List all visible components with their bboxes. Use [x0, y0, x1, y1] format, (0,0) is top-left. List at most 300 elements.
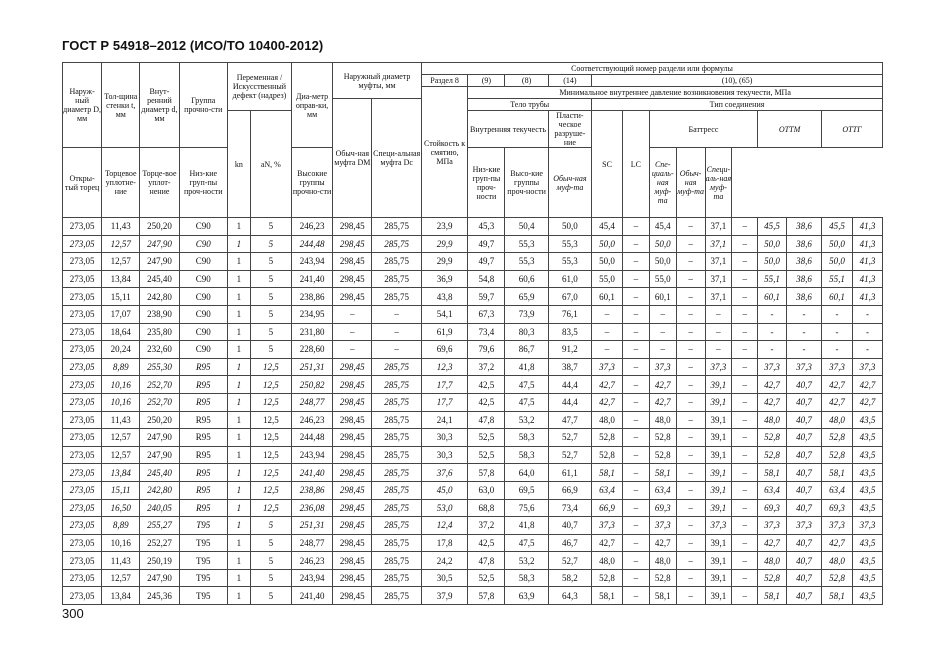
table-cell: –: [623, 481, 650, 499]
table-cell: 1: [228, 534, 251, 552]
table-cell: –: [676, 464, 705, 482]
table-cell: 42,7: [649, 534, 676, 552]
table-cell: 40,7: [786, 569, 821, 587]
table-cell: 42,7: [758, 376, 787, 394]
table-cell: 12,57: [102, 429, 140, 447]
table-cell: 48,0: [822, 552, 853, 570]
table-cell: 55,0: [649, 270, 676, 288]
table-cell: T95: [179, 569, 227, 587]
table-cell: –: [623, 464, 650, 482]
table-cell: 1: [228, 218, 251, 236]
header-buttress: Баттресс: [649, 111, 757, 148]
table-cell: 45,4: [592, 218, 623, 236]
header-ref9: (9): [468, 75, 505, 87]
table-cell: –: [732, 341, 758, 359]
table-cell: –: [732, 481, 758, 499]
table-cell: 64,0: [505, 464, 548, 482]
header-ottm-special: Спе-циаль-ная муф-та: [649, 148, 676, 218]
table-cell: 298,45: [333, 429, 372, 447]
table-cell: 58,1: [758, 587, 787, 605]
table-cell: 298,45: [333, 218, 372, 236]
table-cell: –: [732, 218, 758, 236]
table-cell: -: [852, 341, 882, 359]
table-cell: 250,20: [140, 411, 179, 429]
table-cell: 45,3: [468, 218, 505, 236]
table-cell: 43,5: [852, 499, 882, 517]
table-cell: 273,05: [63, 569, 102, 587]
table-cell: –: [623, 288, 650, 306]
table-cell: 12,5: [250, 481, 291, 499]
table-cell: –: [732, 235, 758, 253]
table-cell: –: [623, 569, 650, 587]
table-cell: 52,8: [822, 429, 853, 447]
table-cell: 273,05: [63, 288, 102, 306]
header-sc: SC: [592, 111, 623, 218]
table-cell: 58,2: [548, 569, 591, 587]
table-cell: –: [592, 323, 623, 341]
table-cell: 1: [228, 429, 251, 447]
table-cell: 37,3: [758, 358, 787, 376]
table-cell: 30,3: [421, 429, 467, 447]
table-cell: 43,5: [852, 534, 882, 552]
table-cell: 273,05: [63, 358, 102, 376]
table-cell: 52,7: [548, 446, 591, 464]
table-cell: 12,5: [250, 411, 291, 429]
table-cell: –: [732, 253, 758, 271]
table-cell: 55,3: [505, 235, 548, 253]
table-cell: 251,31: [291, 517, 332, 535]
table-cell: –: [676, 376, 705, 394]
table-cell: 285,75: [372, 587, 422, 605]
table-cell: 44,4: [548, 376, 591, 394]
table-row: [63, 358, 883, 376]
table-cell: 13,84: [102, 464, 140, 482]
table-cell: 285,75: [372, 517, 422, 535]
table-cell: 240,05: [140, 499, 179, 517]
table-cell: 1: [228, 552, 251, 570]
table-cell: T95: [179, 517, 227, 535]
table-cell: 273,05: [63, 481, 102, 499]
table-cell: C90: [179, 235, 227, 253]
table-cell: 1: [228, 411, 251, 429]
table-cell: –: [676, 235, 705, 253]
header-coupling-regular: Обыч-ная муфта DM: [333, 99, 372, 218]
table-cell: 50,0: [758, 235, 787, 253]
table-cell: 63,0: [468, 481, 505, 499]
table-row: [63, 305, 883, 323]
table-cell: 46,7: [548, 534, 591, 552]
table-row: [63, 569, 883, 587]
table-cell: –: [623, 534, 650, 552]
table-cell: 47,8: [468, 552, 505, 570]
header-ottm: ОТТМ: [758, 111, 822, 148]
table-cell: –: [676, 253, 705, 271]
table-cell: –: [623, 446, 650, 464]
table-cell: R95: [179, 446, 227, 464]
header-plastic-rupture: Пласти-ческое разруше-ние: [548, 111, 591, 148]
table-cell: -: [786, 323, 821, 341]
table-cell: 273,05: [63, 446, 102, 464]
table-cell: T95: [179, 552, 227, 570]
table-cell: 79,6: [468, 341, 505, 359]
table-cell: 298,45: [333, 499, 372, 517]
table-cell: 243,94: [291, 253, 332, 271]
table-row: [63, 429, 883, 447]
table-cell: 298,45: [333, 464, 372, 482]
table-cell: 250,20: [140, 218, 179, 236]
table-cell: 241,40: [291, 270, 332, 288]
table-cell: 247,90: [140, 446, 179, 464]
table-cell: 298,45: [333, 534, 372, 552]
header-ref10-65: (10), (65): [592, 75, 883, 87]
table-cell: –: [623, 393, 650, 411]
table-cell: 43,5: [852, 411, 882, 429]
table-row: [63, 270, 883, 288]
table-row: [63, 393, 883, 411]
table-cell: 285,75: [372, 481, 422, 499]
table-cell: 245,40: [140, 270, 179, 288]
table-cell: 255,30: [140, 358, 179, 376]
table-cell: 41,3: [852, 253, 882, 271]
table-cell: –: [676, 270, 705, 288]
table-cell: 285,75: [372, 499, 422, 517]
table-cell: 285,75: [372, 464, 422, 482]
table-cell: 86,7: [505, 341, 548, 359]
header-coupling-special: Специ-альная муфта Dc: [372, 99, 422, 218]
table-cell: –: [649, 305, 676, 323]
table-cell: 298,45: [333, 253, 372, 271]
table-cell: 37,1: [705, 253, 732, 271]
table-cell: 42,7: [592, 393, 623, 411]
table-cell: 48,0: [592, 411, 623, 429]
table-cell: 61,9: [421, 323, 467, 341]
header-open-end: Откры-тый торец: [63, 148, 102, 218]
table-cell: R95: [179, 481, 227, 499]
table-cell: 52,8: [822, 569, 853, 587]
table-cell: 273,05: [63, 587, 102, 605]
table-cell: –: [623, 411, 650, 429]
table-cell: -: [758, 323, 787, 341]
table-cell: 43,5: [852, 464, 882, 482]
table-cell: –: [623, 305, 650, 323]
table-cell: 63,4: [758, 481, 787, 499]
table-cell: 69,3: [822, 499, 853, 517]
table-cell: C90: [179, 323, 227, 341]
page-number: 300: [62, 606, 84, 621]
table-cell: 15,11: [102, 481, 140, 499]
header-an: aN, %: [250, 111, 291, 218]
table-cell: 39,1: [705, 552, 732, 570]
table-cell: 285,75: [372, 358, 422, 376]
table-cell: 69,3: [758, 499, 787, 517]
table-cell: 285,75: [372, 288, 422, 306]
table-cell: 50,0: [822, 235, 853, 253]
table-cell: 298,45: [333, 393, 372, 411]
table-cell: 39,1: [705, 464, 732, 482]
header-low-groups-special: Низ-кие груп-пы проч-ности: [468, 148, 505, 218]
table-cell: 251,31: [291, 358, 332, 376]
table-cell: 37,3: [592, 517, 623, 535]
table-cell: 247,90: [140, 429, 179, 447]
table-cell: –: [372, 305, 422, 323]
table-cell: 285,75: [372, 534, 422, 552]
table-cell: 48,0: [649, 552, 676, 570]
table-cell: 41,3: [852, 270, 882, 288]
table-row: [63, 534, 883, 552]
table-cell: 63,9: [505, 587, 548, 605]
table-cell: 63,4: [592, 481, 623, 499]
table-cell: -: [822, 305, 853, 323]
header-ref8: (8): [505, 75, 548, 87]
table-cell: 65,9: [505, 288, 548, 306]
table-cell: 43,5: [852, 429, 882, 447]
table-cell: -: [786, 341, 821, 359]
table-cell: 39,1: [705, 534, 732, 552]
table-cell: 12,5: [250, 464, 291, 482]
table-cell: 252,27: [140, 534, 179, 552]
table-cell: –: [732, 587, 758, 605]
table-cell: 12,57: [102, 569, 140, 587]
table-cell: –: [623, 358, 650, 376]
table-cell: 17,07: [102, 305, 140, 323]
table-cell: 12,4: [421, 517, 467, 535]
table-cell: 231,80: [291, 323, 332, 341]
table-cell: 298,45: [333, 358, 372, 376]
table-cell: 39,1: [705, 429, 732, 447]
table-cell: 1: [228, 464, 251, 482]
table-cell: 38,7: [548, 358, 591, 376]
table-cell: 42,7: [592, 534, 623, 552]
table-row: [63, 587, 883, 605]
table-cell: 61,0: [548, 270, 591, 288]
table-cell: 244,48: [291, 235, 332, 253]
table-cell: –: [623, 587, 650, 605]
table-cell: 285,75: [372, 569, 422, 587]
table-cell: 66,9: [548, 481, 591, 499]
table-cell: –: [592, 305, 623, 323]
table-cell: 5: [250, 288, 291, 306]
table-cell: 39,1: [705, 569, 732, 587]
table-cell: 242,80: [140, 481, 179, 499]
table-cell: 40,7: [786, 376, 821, 394]
table-cell: 12,5: [250, 446, 291, 464]
header-formula-ref: Соответствующий номер раздели или формулы: [421, 63, 882, 75]
table-cell: –: [333, 341, 372, 359]
table-cell: 252,70: [140, 393, 179, 411]
table-cell: 83,5: [548, 323, 591, 341]
table-cell: 12,5: [250, 393, 291, 411]
table-cell: 298,45: [333, 569, 372, 587]
table-cell: 69,6: [421, 341, 467, 359]
table-cell: 228,60: [291, 341, 332, 359]
table-cell: 8,89: [102, 517, 140, 535]
table-cell: 52,5: [468, 569, 505, 587]
table-cell: –: [623, 218, 650, 236]
table-cell: 273,05: [63, 464, 102, 482]
table-cell: 40,7: [786, 552, 821, 570]
table-cell: 37,3: [705, 517, 732, 535]
table-cell: 1: [228, 235, 251, 253]
table-cell: 60,1: [758, 288, 787, 306]
table-cell: 1: [228, 569, 251, 587]
table-cell: 241,40: [291, 464, 332, 482]
table-cell: 55,1: [822, 270, 853, 288]
table-cell: 36,9: [421, 270, 467, 288]
table-cell: –: [372, 341, 422, 359]
table-cell: 23,9: [421, 218, 467, 236]
table-cell: –: [732, 569, 758, 587]
table-cell: 80,3: [505, 323, 548, 341]
pipe-strength-table: [62, 62, 883, 605]
table-cell: 1: [228, 393, 251, 411]
table-cell: 52,8: [758, 446, 787, 464]
table-cell: –: [623, 270, 650, 288]
table-cell: 37,3: [852, 358, 882, 376]
table-cell: 58,1: [592, 587, 623, 605]
table-cell: 20,24: [102, 341, 140, 359]
table-cell: 54,1: [421, 305, 467, 323]
table-header: [63, 63, 883, 218]
table-cell: 5: [250, 534, 291, 552]
table-cell: 43,5: [852, 446, 882, 464]
table-cell: 39,1: [705, 411, 732, 429]
table-cell: –: [732, 270, 758, 288]
table-row: [63, 464, 883, 482]
table-cell: 5: [250, 270, 291, 288]
table-body: [63, 218, 883, 605]
table-cell: 273,05: [63, 270, 102, 288]
table-cell: 285,75: [372, 429, 422, 447]
table-cell: 37,6: [421, 464, 467, 482]
table-cell: 273,05: [63, 323, 102, 341]
table-cell: 42,7: [822, 534, 853, 552]
table-cell: 273,05: [63, 534, 102, 552]
table-cell: 40,7: [786, 499, 821, 517]
table-cell: R95: [179, 411, 227, 429]
table-cell: 52,5: [468, 446, 505, 464]
table-cell: -: [852, 305, 882, 323]
table-cell: 42,5: [468, 376, 505, 394]
table-row: [63, 411, 883, 429]
header-wall-thickness: Тол-щина стенки t, мм: [102, 63, 140, 148]
table-cell: 53,0: [421, 499, 467, 517]
table-cell: 273,05: [63, 218, 102, 236]
table-cell: 69,3: [649, 499, 676, 517]
table-cell: 12,5: [250, 429, 291, 447]
table-cell: 298,45: [333, 235, 372, 253]
table-cell: 42,5: [468, 393, 505, 411]
table-cell: 50,0: [822, 253, 853, 271]
table-cell: 40,7: [548, 517, 591, 535]
table-cell: 298,45: [333, 411, 372, 429]
table-cell: 248,77: [291, 534, 332, 552]
table-cell: R95: [179, 376, 227, 394]
header-end-seal: Торцевое уплотне-ние: [102, 148, 140, 218]
table-cell: 248,77: [291, 393, 332, 411]
table-cell: –: [676, 218, 705, 236]
table-cell: 247,90: [140, 569, 179, 587]
table-row: [63, 517, 883, 535]
table-cell: 236,08: [291, 499, 332, 517]
table-cell: 37,3: [822, 517, 853, 535]
header-high-groups: Высокие группы прочно-сти: [291, 148, 332, 218]
table-cell: 43,5: [852, 587, 882, 605]
table-cell: 1: [228, 341, 251, 359]
table-cell: 48,0: [592, 552, 623, 570]
table-row: [63, 376, 883, 394]
document-title: ГОСТ Р 54918–2012 (ИСО/ТО 10400-2012): [62, 38, 324, 53]
table-cell: –: [676, 569, 705, 587]
table-cell: 52,8: [758, 429, 787, 447]
table-cell: –: [732, 429, 758, 447]
header-variable-defect: Переменная /Искусственный дефект (надрез): [228, 63, 292, 111]
table-cell: 1: [228, 253, 251, 271]
header-end-seal-rupture: Торце-вое уплот-нение: [140, 148, 179, 218]
table-cell: R95: [179, 464, 227, 482]
table-cell: –: [623, 499, 650, 517]
table-cell: 41,8: [505, 358, 548, 376]
table-cell: C90: [179, 270, 227, 288]
table-cell: 53,2: [505, 411, 548, 429]
table-cell: 37,3: [592, 358, 623, 376]
table-cell: 60,1: [822, 288, 853, 306]
table-cell: 42,7: [758, 393, 787, 411]
table-cell: 69,5: [505, 481, 548, 499]
table-cell: 58,3: [505, 429, 548, 447]
table-cell: 250,19: [140, 552, 179, 570]
table-cell: 273,05: [63, 411, 102, 429]
table-cell: 13,84: [102, 587, 140, 605]
table-cell: 5: [250, 587, 291, 605]
table-cell: 50,0: [649, 253, 676, 271]
table-cell: –: [732, 517, 758, 535]
table-cell: 37,3: [786, 358, 821, 376]
table-cell: 17,7: [421, 376, 467, 394]
table-cell: 5: [250, 569, 291, 587]
table-cell: 238,90: [140, 305, 179, 323]
table-cell: 242,80: [140, 288, 179, 306]
table-cell: 66,9: [592, 499, 623, 517]
table-cell: –: [676, 429, 705, 447]
table-cell: 50,0: [592, 235, 623, 253]
table-cell: –: [732, 305, 758, 323]
table-cell: 12,57: [102, 253, 140, 271]
table-cell: –: [333, 305, 372, 323]
table-cell: 5: [250, 323, 291, 341]
table-cell: 39,1: [705, 481, 732, 499]
table-cell: 37,3: [705, 358, 732, 376]
table-cell: 5: [250, 253, 291, 271]
table-cell: 285,75: [372, 446, 422, 464]
table-cell: 1: [228, 587, 251, 605]
table-cell: 252,70: [140, 376, 179, 394]
table-cell: T95: [179, 534, 227, 552]
table-cell: 49,7: [468, 235, 505, 253]
table-cell: 52,8: [758, 569, 787, 587]
table-row: [63, 499, 883, 517]
table-cell: -: [822, 323, 853, 341]
table-cell: 1: [228, 376, 251, 394]
table-row: [63, 323, 883, 341]
header-strength-group: Группа прочно-сти: [179, 63, 227, 148]
table-cell: –: [732, 534, 758, 552]
table-cell: 273,05: [63, 376, 102, 394]
table-cell: 76,1: [548, 305, 591, 323]
table-cell: 91,2: [548, 341, 591, 359]
table-cell: 42,7: [758, 534, 787, 552]
table-cell: –: [372, 323, 422, 341]
header-ottg: ОТТГ: [822, 111, 883, 148]
